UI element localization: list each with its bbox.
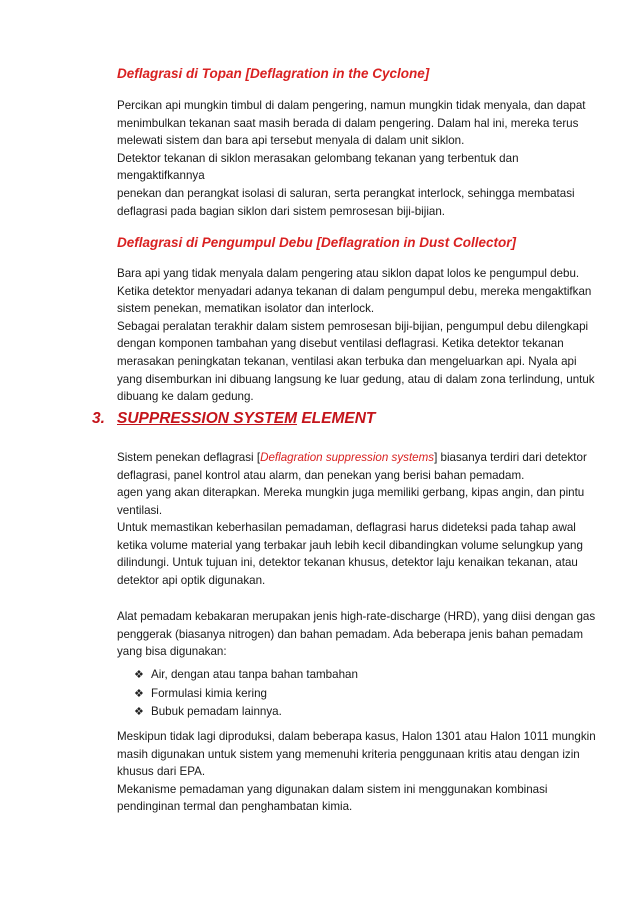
text-line: yang disemburkan ini dibuang langsung ke luar gedung, atau di dalam zona terlindung, untuk <box>117 372 595 386</box>
paragraph-extinguisher <box>117 608 596 661</box>
paragraph-detection <box>117 519 583 589</box>
paragraph-cyclone <box>117 97 586 220</box>
text-line: menimbulkan tekanan saat masih berada di dalam pengering. Dalam hal ini, mereka terus <box>117 116 579 130</box>
text-line: ketika volume material yang terbakar jauh lebih kecil dibandingkan volume selungkup yang <box>117 538 583 552</box>
list-item <box>134 666 358 685</box>
text-line: khusus dari EPA. <box>117 765 206 779</box>
text-line: yang bisa digunakan: <box>117 645 227 659</box>
text-line: agen yang akan diterapkan. Mereka mungkin juga memiliki gerbang, kipas angin, dan pintu <box>117 486 585 500</box>
text-line: mengaktifkannya <box>117 169 205 183</box>
heading-deflagration-cyclone: Deflagrasi di Topan [Deflagration in the Cyclone] <box>117 66 430 81</box>
text-line: detektor api optik digunakan. <box>117 573 266 587</box>
text-line: deflagrasi, panel kontrol atau alarm, dan penekan yang berisi bahan pemadam. <box>117 468 525 482</box>
text-line: melewati sistem dan bara api tersebut menyala di dalam unit siklon. <box>117 134 465 148</box>
text-line: Ketika detektor menyadari adanya tekanan di dalam pengumpul debu, mereka mengaktifkan <box>117 284 592 298</box>
text-line: masih digunakan untuk sistem yang memenuhi kriteria penggunaan kritis atau dengan izin <box>117 747 580 761</box>
section-heading-rest: ELEMENT <box>297 410 376 427</box>
text-line: dengan komponen tambahan yang disebut ventilasi deflagrasi. Ketika detektor tekanan <box>117 337 564 351</box>
paragraph-suppression-intro <box>117 449 587 519</box>
list-item-text: Air, dengan atau tanpa bahan tambahan <box>151 668 358 681</box>
extinguishing-agents-list <box>134 666 358 722</box>
text-line: Bara api yang tidak menyala dalam pengering atau siklon dapat lolos ke pengumpul debu. <box>117 267 580 280</box>
diamond-bullet-icon: ❖ <box>134 669 144 681</box>
heading-deflagration-dust-collector: Deflagrasi di Pengumpul Debu [Deflagration in Dust Collector] <box>117 235 517 250</box>
text-line: penekan dan perangkat isolasi di saluran, serta perangkat interlock, sehingga membatasi <box>117 186 575 200</box>
text-line: ventilasi. <box>117 503 163 517</box>
text-line: pendinginan termal dan penghambatan kimia. <box>117 800 353 814</box>
text-line: Detektor tekanan di siklon merasakan gelombang tekanan yang terbentuk dan <box>117 151 519 165</box>
text-line: Meskipun tidak lagi diproduksi, dalam beberapa kasus, Halon 1301 atau Halon 1011 mungkin <box>117 730 596 743</box>
text-line: Percikan api mungkin timbul di dalam pengering, namun mungkin tidak menyala, dan dapat <box>117 99 586 112</box>
text-line: Untuk memastikan keberhasilan pemadaman, deflagrasi harus dideteksi pada tahap awal <box>117 521 576 534</box>
text-line: Alat pemadam kebakaran merupakan jenis high-rate-discharge (HRD), yang diisi dengan gas <box>117 610 596 623</box>
text-line: Mekanisme pemadaman yang digunakan dalam sistem ini menggunakan kombinasi <box>117 782 548 796</box>
term-deflagration-suppression-systems: Deflagration suppression systems <box>260 451 435 464</box>
section-heading-suppression-system <box>92 410 375 428</box>
section-number: 3. <box>92 410 105 427</box>
list-item-text: Bubuk pemadam lainnya. <box>151 705 282 719</box>
list-item-text: Formulasi kimia kering <box>151 686 267 700</box>
paragraph-halon <box>117 728 596 816</box>
text-line: Sebagai peralatan terakhir dalam sistem pemrosesan biji-bijian, pengumpul debu dilengkapi <box>117 319 589 333</box>
text-line: deflagrasi pada bagian siklon dari sistem pemrosesan biji-bijian. <box>117 204 446 218</box>
text-line: merasakan peningkatan tekanan, ventilasi akan terbuka dan mengeluarkan api. Nyala api <box>117 354 577 368</box>
diamond-bullet-icon: ❖ <box>134 706 144 719</box>
diamond-bullet-icon: ❖ <box>134 687 144 700</box>
section-heading-underlined: SUPPRESSION SYSTEM <box>117 410 298 427</box>
text-line: dibuang ke dalam gedung. <box>117 390 254 404</box>
text-line: dilindungi. Untuk tujuan ini, detektor tekanan khusus, detektor laju kenaikan tekanan, atau <box>117 556 578 570</box>
paragraph-dust-collector <box>117 265 595 406</box>
text-line: penggerak (biasanya nitrogen) dan bahan pemadam. Ada beberapa jenis bahan pemadam <box>117 627 584 641</box>
list-item <box>134 685 358 704</box>
text-fragment: ] biasanya terdiri dari detektor <box>434 451 587 464</box>
list-item <box>134 703 358 722</box>
text-line: sistem penekan, mematikan isolator dan interlock. <box>117 302 375 316</box>
text-fragment: Sistem penekan deflagrasi [ <box>117 451 261 464</box>
text-line <box>117 449 587 467</box>
